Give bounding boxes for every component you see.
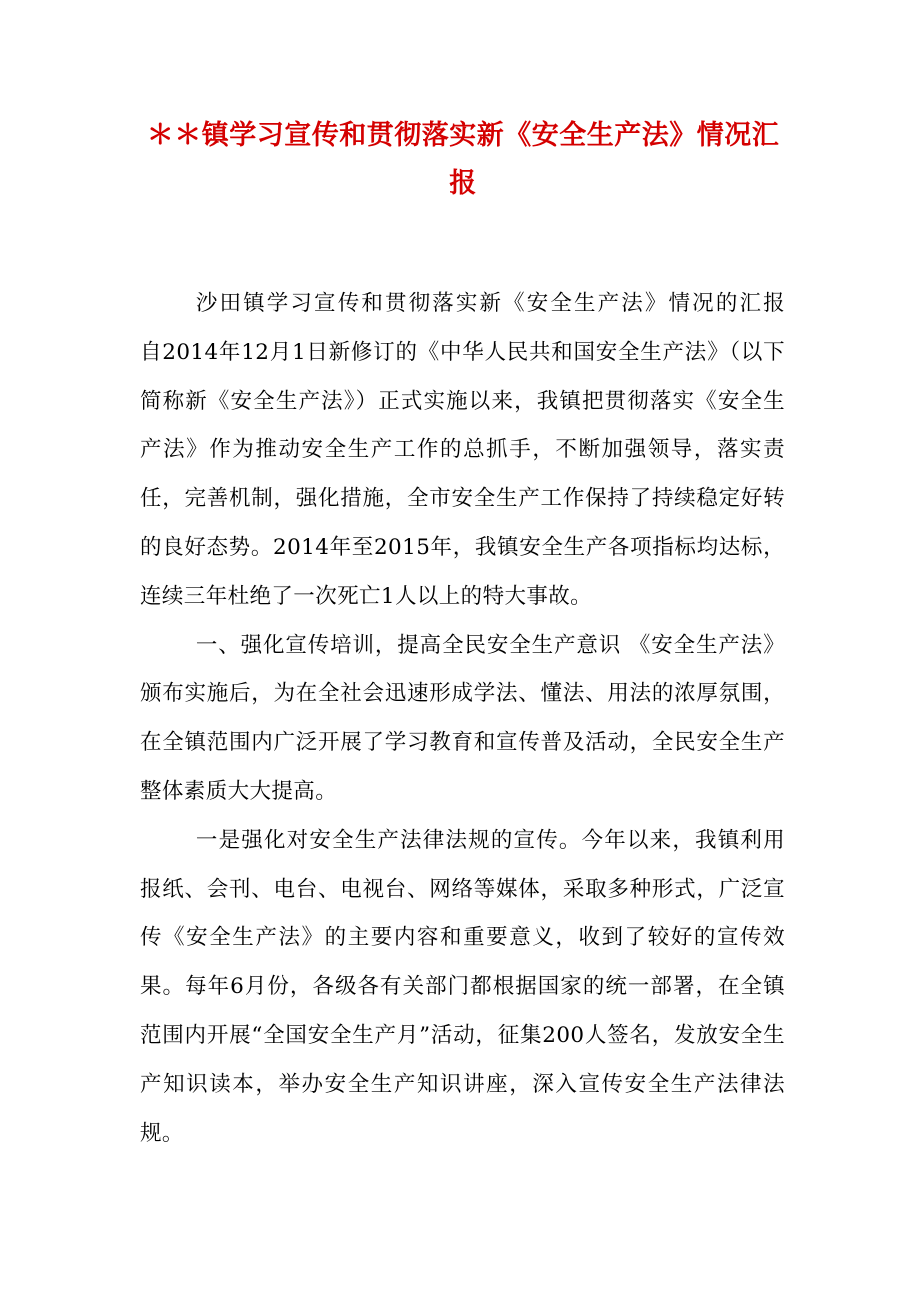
- paragraph-item-one: 一是强化对安全生产法律法规的宣传。今年以来，我镇利用报纸、会刊、电台、电视台、网络等媒体，采取多种形式，广泛宣传《安全生产法》的主要内容和重要意义，收到了较好的宣传效果。每年6月份，各级各有关部门都根据国家的统一部署，在全镇范围内开展“全国安全生产月”活动，征集200人签名，发放安全生产知识读本，举办安全生产知识讲座，深入宣传安全生产法律法规。: [140, 827, 785, 1146]
- document-title: ＊＊镇学习宣传和贯彻落实新《安全生产法》情况汇报: [146, 120, 780, 199]
- paragraph-section-one: 一、强化宣传培训，提高全民安全生产意识 《安全生产法》颁布实施后，为在全社会迅速形成学法、懂法、用法的浓厚氛围，在全镇范围内广泛开展了学习教育和宣传普及活动，全民安全生产整体素质大大提高。: [140, 632, 785, 804]
- document-body: [140, 280, 807, 1158]
- paragraph-intro: 沙田镇学习宣传和贯彻落实新《安全生产法》情况的汇报 自2014年12月1日新修订的《中华人民共和国安全生产法》（以下简称新《安全生产法》）正式实施以来，我镇把贯彻落实《安全生产法》作为推动安全生产工作的总抓手，不断加强领导，落实责任，完善机制，强化措施，全市安全生产工作保持了持续稳定好转的良好态势。2014年至2015年，我镇安全生产各项指标均达标，连续三年杜绝了一次死亡1人以上的特大事故。: [140, 291, 807, 609]
